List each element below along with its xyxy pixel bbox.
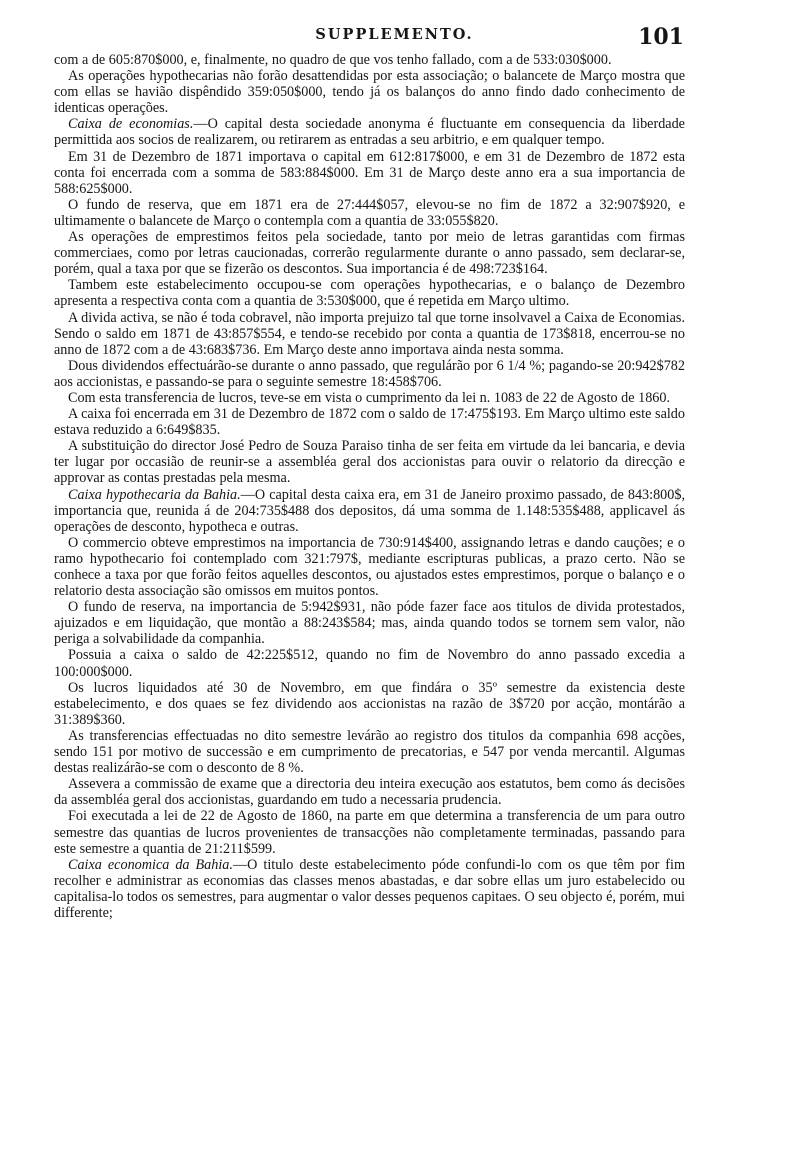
paragraph-text: —O titulo deste estabelecimento póde confundi-lo com os que têm por fim recolher e administrar as economias das classes menos abastadas, e dar sobre ellas um juro estabelecido ou capitalisa-lo todos os semestres, para augmentar o valor desses pequenos capitaes. O seu objecto é, porém, mui differente; [54,856,685,921]
section-lead: Caixa hypothecaria da Bahia. [68,486,241,503]
paragraph-text: O commercio obteve emprestimos na importancia de 730:914$400, assignando letras e dando cauções; e o ramo hypothecario foi contemplado com 321:797$, mediante escripturas publicas, a prazo certo. Não se conhece a taxa por que forão feitos aquelles descontos, ou ajustados estes emprestimos, porque o balanço e o relatorio desta associação são omissos em muitos pontos. [54,534,685,600]
paragraph [54,390,685,406]
section-lead: Caixa de economias. [68,116,194,133]
paragraph-text: —O capital desta caixa era, em 31 de Janeiro proximo passado, de 843:800$, importancia que, reunida á de 204:735$488 dos depositos, dá uma somma de 1.148:535$488, applicavel ás operações de desconto, hypotheca e outras. [54,486,685,535]
paragraph [54,52,685,68]
paragraph-text: As operações de emprestimos feitos pela sociedade, tanto por meio de letras garantidas com firmas commerciaes, como por letras caucionadas, correrão regularmente durante o anno passado, sem declarar-se, porém, qual a taxa por que se fizerão os descontos. Sua importancia é de 498:723$164. [54,229,685,278]
paragraph [54,310,685,358]
paragraph [54,487,685,535]
paragraph-text: As transferencias effectuadas no dito semestre levárão ao registro dos titulos da companhia 698 acções, sendo 151 por motivo de successão e em cumprimento de precatorias, e 547 por venda mercantil. Algumas destas realizárão-se com o desconto de 8 %. [54,727,685,777]
paragraph [54,149,685,197]
paragraph-text: Assevera a commissão de exame que a directoria deu inteira execução aos estatutos, bem como ás decisões da assembléa geral dos accionistas, guardando em tudo a necessaria prudencia. [54,776,685,809]
paragraph-text: Possuia a caixa o saldo de 42:225$512, quando no fim de Novembro do anno passado excedia a 100:000$000. [54,647,685,680]
paragraph [54,229,685,277]
paragraph-text: Tambem este estabelecimento occupou-se com operações hypothecarias, e o balanço de Dezembro apresenta a respectiva conta com a quantia de 3:530$000, que é repetida em Março ultimo. [54,277,685,310]
paragraph-text: A substituição do director José Pedro de Souza Paraiso tinha de ser feita em virtude da lei bancaria, e devia ter lugar por occasião de reunir-se a assembléa geral dos accionistas para ouvir o relatorio da direcção e approvar as contas prestadas pela mesma. [54,438,685,487]
paragraph [54,116,685,148]
paragraph-text: A divida activa, se não é toda cobravel, não importa prejuizo tal que torne insolvavel a Caixa de Economias. Sendo o saldo em 1871 de 43:857$554, e tendo-se recebido por conta a quantia de 173$818, encerrou-se no anno de 1872 com a de 43:683$736. Em Março deste anno importava ainda nesta somma. [54,309,685,358]
section-lead: Caixa economica da Bahia. [68,856,233,873]
paragraph-text: As operações hypothecarias não forão desattendidas por esta associação; o balancete de Março mostra que com ellas se havião dispêndido 359:050$000, tendo já os balanços do anno findo dado conhecimento de identicas operações. [54,68,685,117]
paragraph [54,197,685,229]
paragraph-text: —O capital desta sociedade anonyma é fluctuante em consequencia da liberdade permittida aos socios de realizarem, ou retirarem as entradas a seu arbitrio, e em qualquer tempo. [54,116,685,149]
paragraph [54,358,685,390]
paragraph [54,599,685,647]
paragraph-text: O fundo de reserva, na importancia de 5:942$931, não póde fazer face aos titulos de divida protestados, ajuizados e em liquidação, que montão a 88:243$584; mas, ainda quando todos se tornem sem valor, não periga a solvabilidade da companhia. [54,599,685,648]
paragraph [54,438,685,486]
paragraph-text: Em 31 de Dezembro de 1871 importava o capital em 612:817$000, e em 31 de Dezembro de 1872 esta conta foi encerrada com a somma de 583:884$000. Em 31 de Março deste anno era a sua importancia de 588:625$000. [54,148,685,197]
paragraph [54,68,685,116]
paragraph [54,647,685,679]
paragraph [54,728,685,776]
paragraph [54,776,685,808]
paragraph [54,406,685,438]
paragraph-text: Com esta transferencia de lucros, teve-se em vista o cumprimento da lei n. 1083 de 22 de Agosto de 1860. [68,389,671,406]
paragraph [54,277,685,309]
paragraph-text: Foi executada a lei de 22 de Agosto de 1860, na parte em que determina a transferencia de um para outro semestre das quantias de lucros provenientes de transacções não completamente terminadas, passando para este semestre a quantia de 21:211$599. [54,808,685,857]
paragraph [54,680,685,728]
paragraph-text: Os lucros liquidados até 30 de Novembro, em que findára o 35º semestre da existencia deste estabelecimento, e dos quaes se fez dividendo aos accionistas na razão de 3$720 por acção, montárão a 31:389$360. [54,679,685,728]
paragraph-text: Dous dividendos effectuárão-se durante o anno passado, que regulárão por 6 1/4 %; pagando-se 20:942$782 aos accionistas, e passando-se para o seguinte semestre 18:458$706. [54,357,685,390]
paragraph [54,857,685,921]
paragraph-text: com a de 605:870$000, e, finalmente, no quadro de que vos tenho fallado, com a de 533:030$000. [54,52,612,68]
paragraph-text: A caixa foi encerrada em 31 de Dezembro de 1872 com o saldo de 17:475$193. Em Março ultimo este saldo estava reduzido a 6:649$835. [54,406,685,439]
page-number: 101 [638,24,684,50]
running-title: SUPPLEMENTO. [315,26,474,43]
paragraph [54,808,685,856]
running-header [0,24,789,50]
paragraph [54,535,685,599]
body-text [54,52,685,921]
paragraph-text: O fundo de reserva, que em 1871 era de 27:444$057, elevou-se no fim de 1872 a 32:907$920, e ultimamente o balancete de Março o contempla com a quantia de 33:055$820. [54,196,685,229]
